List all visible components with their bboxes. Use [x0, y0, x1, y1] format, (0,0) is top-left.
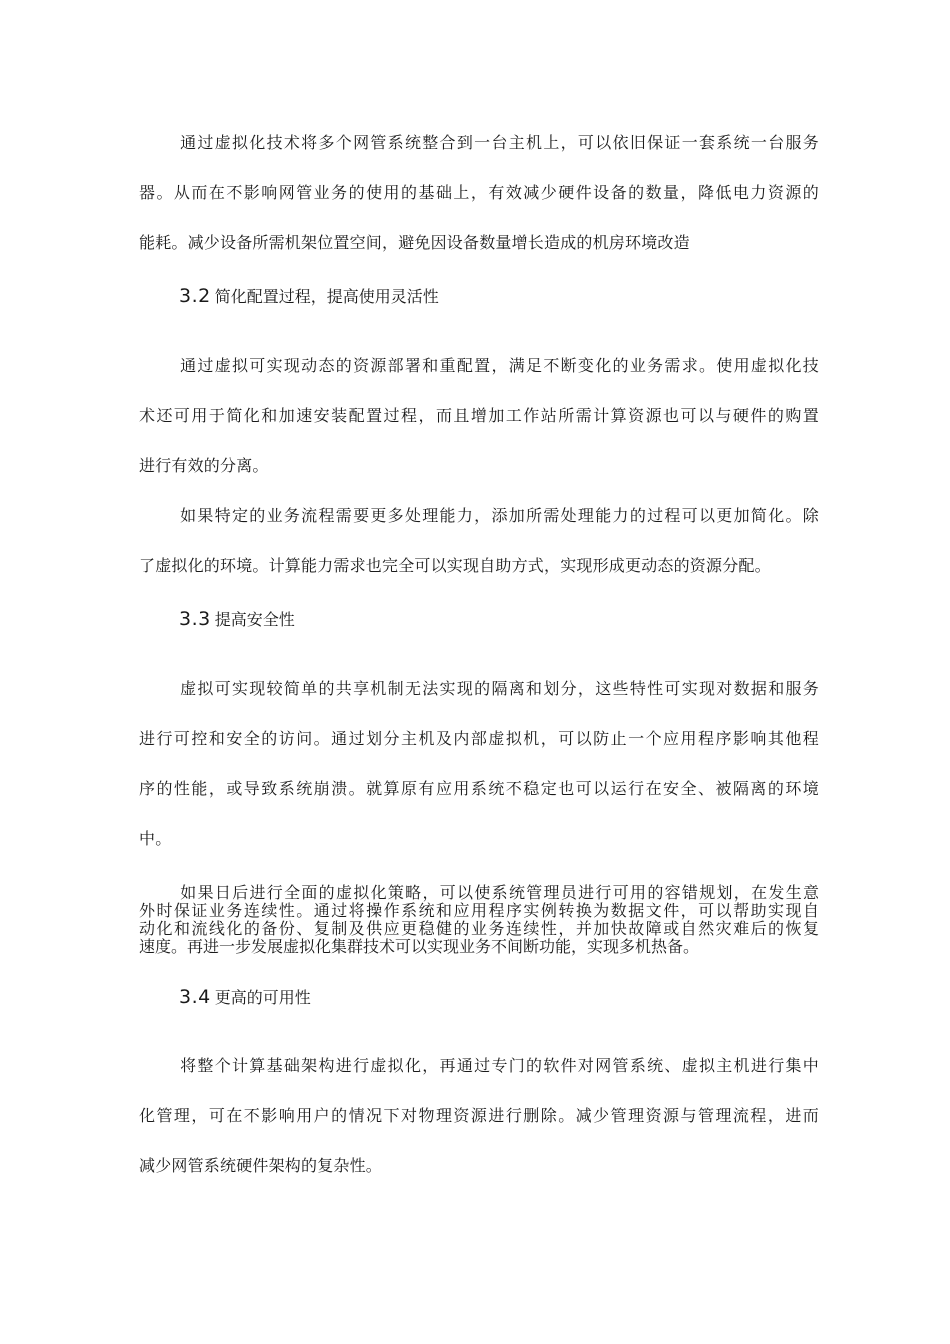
s33-p2-line-4: 速度。再进一步发展虚拟化集群技术可以实现业务不间断功能，实现多机热备。 [139, 937, 700, 956]
section-number: 3.4 [179, 986, 211, 1008]
section-heading-3-2 [179, 286, 439, 307]
intro-line-2: 器。从而在不影响网管业务的使用的基础上，有效减少硬件设备的数量，降低电力资源的 [139, 183, 819, 202]
s33-p2-line-1: 如果日后进行全面的虚拟化策略，可以使系统管理员进行可用的容错规划，在发生意 [179, 883, 819, 902]
s33-p1-line-1: 虚拟可实现较简单的共享机制无法实现的隔离和划分，这些特性可实现对数据和服务 [179, 679, 819, 698]
s32-p1-line-1: 通过虚拟可实现动态的资源部署和重配置，满足不断变化的业务需求。使用虚拟化技 [179, 356, 819, 375]
section-heading-3-3 [179, 609, 295, 630]
s33-p1-line-4: 中。 [139, 829, 172, 848]
s34-p1-line-1: 将整个计算基础架构进行虚拟化，再通过专门的软件对网管系统、虚拟主机进行集中 [179, 1056, 819, 1075]
s33-p2-line-3: 动化和流线化的备份、复制及供应更稳健的业务连续性，并加快故障或自然灾难后的恢复 [139, 919, 819, 938]
s33-p2-line-2: 外时保证业务连续性。通过将操作系统和应用程序实例转换为数据文件，可以帮助实现自 [139, 901, 819, 920]
intro-line-1: 通过虚拟化技术将多个网管系统整合到一台主机上，可以依旧保证一套系统一台服务 [179, 133, 819, 152]
s33-p1-line-3: 序的性能，或导致系统崩溃。就算原有应用系统不稳定也可以运行在安全、被隔离的环境 [139, 779, 819, 798]
s32-p1-line-2: 术还可用于简化和加速安装配置过程，而且增加工作站所需计算资源也可以与硬件的购置 [139, 406, 819, 425]
section-title: 提高安全性 [214, 610, 295, 629]
intro-line-3: 能耗。减少设备所需机架位置空间，避免因设备数量增长造成的机房环境改造 [139, 233, 690, 252]
section-title: 更高的可用性 [214, 988, 311, 1007]
s33-p1-line-2: 进行可控和安全的访问。通过划分主机及内部虚拟机，可以防止一个应用程序影响其他程 [139, 729, 819, 748]
s32-p1-line-3: 进行有效的分离。 [139, 456, 269, 475]
section-number: 3.2 [179, 285, 211, 307]
section-title: 简化配置过程，提高使用灵活性 [214, 287, 439, 306]
s34-p1-line-3: 减少网管系统硬件架构的复杂性。 [139, 1156, 383, 1175]
s34-p1-line-2: 化管理，可在不影响用户的情况下对物理资源进行删除。减少管理资源与管理流程，进而 [139, 1106, 819, 1125]
section-number: 3.3 [179, 608, 211, 630]
section-heading-3-4 [179, 987, 311, 1008]
s32-p2-line-2: 了虚拟化的环境。计算能力需求也完全可以实现自助方式，实现形成更动态的资源分配。 [139, 556, 771, 575]
s32-p2-line-1: 如果特定的业务流程需要更多处理能力，添加所需处理能力的过程可以更加简化。除 [179, 506, 819, 525]
